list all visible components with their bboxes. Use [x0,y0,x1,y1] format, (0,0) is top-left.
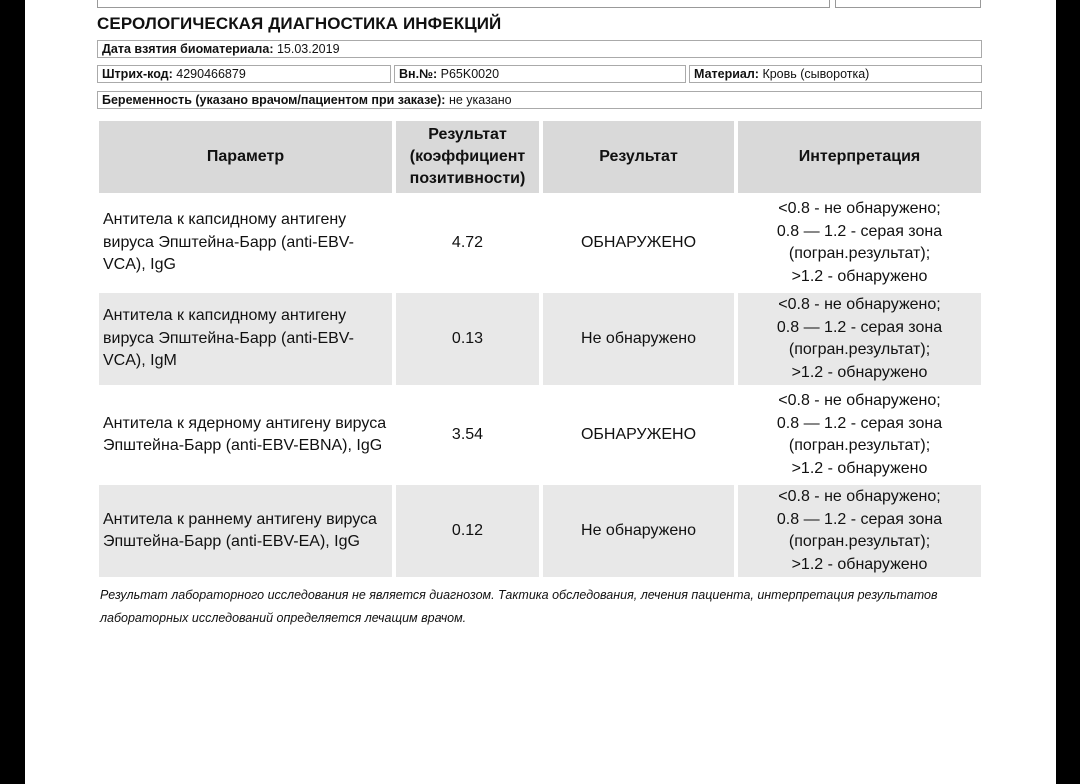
material-value: Кровь (сыворотка) [762,67,870,81]
barcode-box [97,65,391,83]
cropped-header-fields [97,0,981,8]
table-row [99,293,981,385]
row-interpretation [738,197,981,289]
row-coefficient: 0.13 [396,293,539,385]
barcode-label: Штрих-код: [102,67,173,81]
interp-line: 0.8 — 1.2 - серая зона [776,414,943,432]
interp-line: 0.8 — 1.2 - серая зона [776,222,943,240]
interp-line: >1.2 - обнаружено [791,363,928,381]
interp-line: <0.8 - не обнаружено; [778,296,941,313]
disclaimer-text: Результат лабораторного исследования не является диагнозом. Тактика обследования, лечения пациента, интерпретация результатов лабораторных исследований определяется лечащим врачом. [100,588,938,625]
section-title: СЕРОЛОГИЧЕСКАЯ ДИАГНОСТИКА ИНФЕКЦИЙ [97,14,502,33]
sample-date-value: 15.03.2019 [276,42,340,56]
interp-line: >1.2 - обнаружено [791,555,928,573]
row-parameter: Антитела к ядерному антигену вируса Эпштейна-Барр (anti-EBV-EBNA), IgG [103,414,387,454]
internal-number-label: Вн.№: [399,67,438,81]
cropped-field-box [835,0,981,8]
interp-line: <0.8 - не обнаружено; [778,200,941,217]
report-page [25,0,1056,784]
header-result: Результат [543,121,734,193]
header-parameter: Параметр [99,121,392,193]
row-result: ОБНАРУЖЕНО [580,233,697,251]
header-coefficient: Результат (коэффициент позитивности) [396,121,539,193]
material-box [689,65,982,83]
results-table [95,117,985,581]
pregnancy-label: Беременность (указано врачом/пациентом при заказе): [102,93,446,107]
sample-date-label: Дата взятия биоматериала: [102,42,274,56]
row-result: ОБНАРУЖЕНО [580,425,697,443]
interp-line: (погран.результат); [788,437,931,454]
internal-number-box [394,65,686,83]
row-result: Не обнаружено [543,293,734,385]
interp-line: <0.8 - не обнаружено; [778,392,941,409]
table-row [99,485,981,577]
row-parameter: Антитела к капсидному антигену вируса Эпштейна-Барр (anti-EBV-VCA), IgG [103,211,354,274]
row-result: Не обнаружено [543,485,734,577]
row-interpretation [738,293,981,385]
interp-line: (погран.результат); [788,533,931,550]
table-row [99,197,981,289]
interp-line: 0.8 — 1.2 - серая зона [776,510,943,528]
table-header-row [99,121,981,193]
row-parameter: Антитела к раннему антигену вируса Эпштейна-Барр (anti-EBV-EA), IgG [99,485,392,577]
material-label: Материал: [694,67,759,81]
row-parameter: Антитела к капсидному антигену вируса Эпштейна-Барр (anti-EBV-VCA), IgM [99,293,392,385]
interp-line: (погран.результат); [788,341,931,358]
row-coefficient: 3.54 [451,425,484,443]
pregnancy-value: не указано [448,93,512,107]
sample-date-box [97,40,982,58]
row-coefficient: 4.72 [451,233,484,251]
interp-line: >1.2 - обнаружено [791,459,928,477]
header-interpretation: Интерпретация [738,121,981,193]
internal-number-value: P65K0020 [440,67,500,81]
pregnancy-box [97,91,982,109]
barcode-value: 4290466879 [176,67,246,81]
row-interpretation [738,485,981,577]
row-coefficient: 0.12 [396,485,539,577]
cropped-field-box [97,0,830,8]
row-interpretation [738,389,981,481]
interp-line: 0.8 — 1.2 - серая зона [776,318,943,336]
table-row [99,389,981,481]
interp-line: <0.8 - не обнаружено; [778,488,941,505]
interp-line: (погран.результат); [788,245,931,262]
interp-line: >1.2 - обнаружено [791,267,928,285]
